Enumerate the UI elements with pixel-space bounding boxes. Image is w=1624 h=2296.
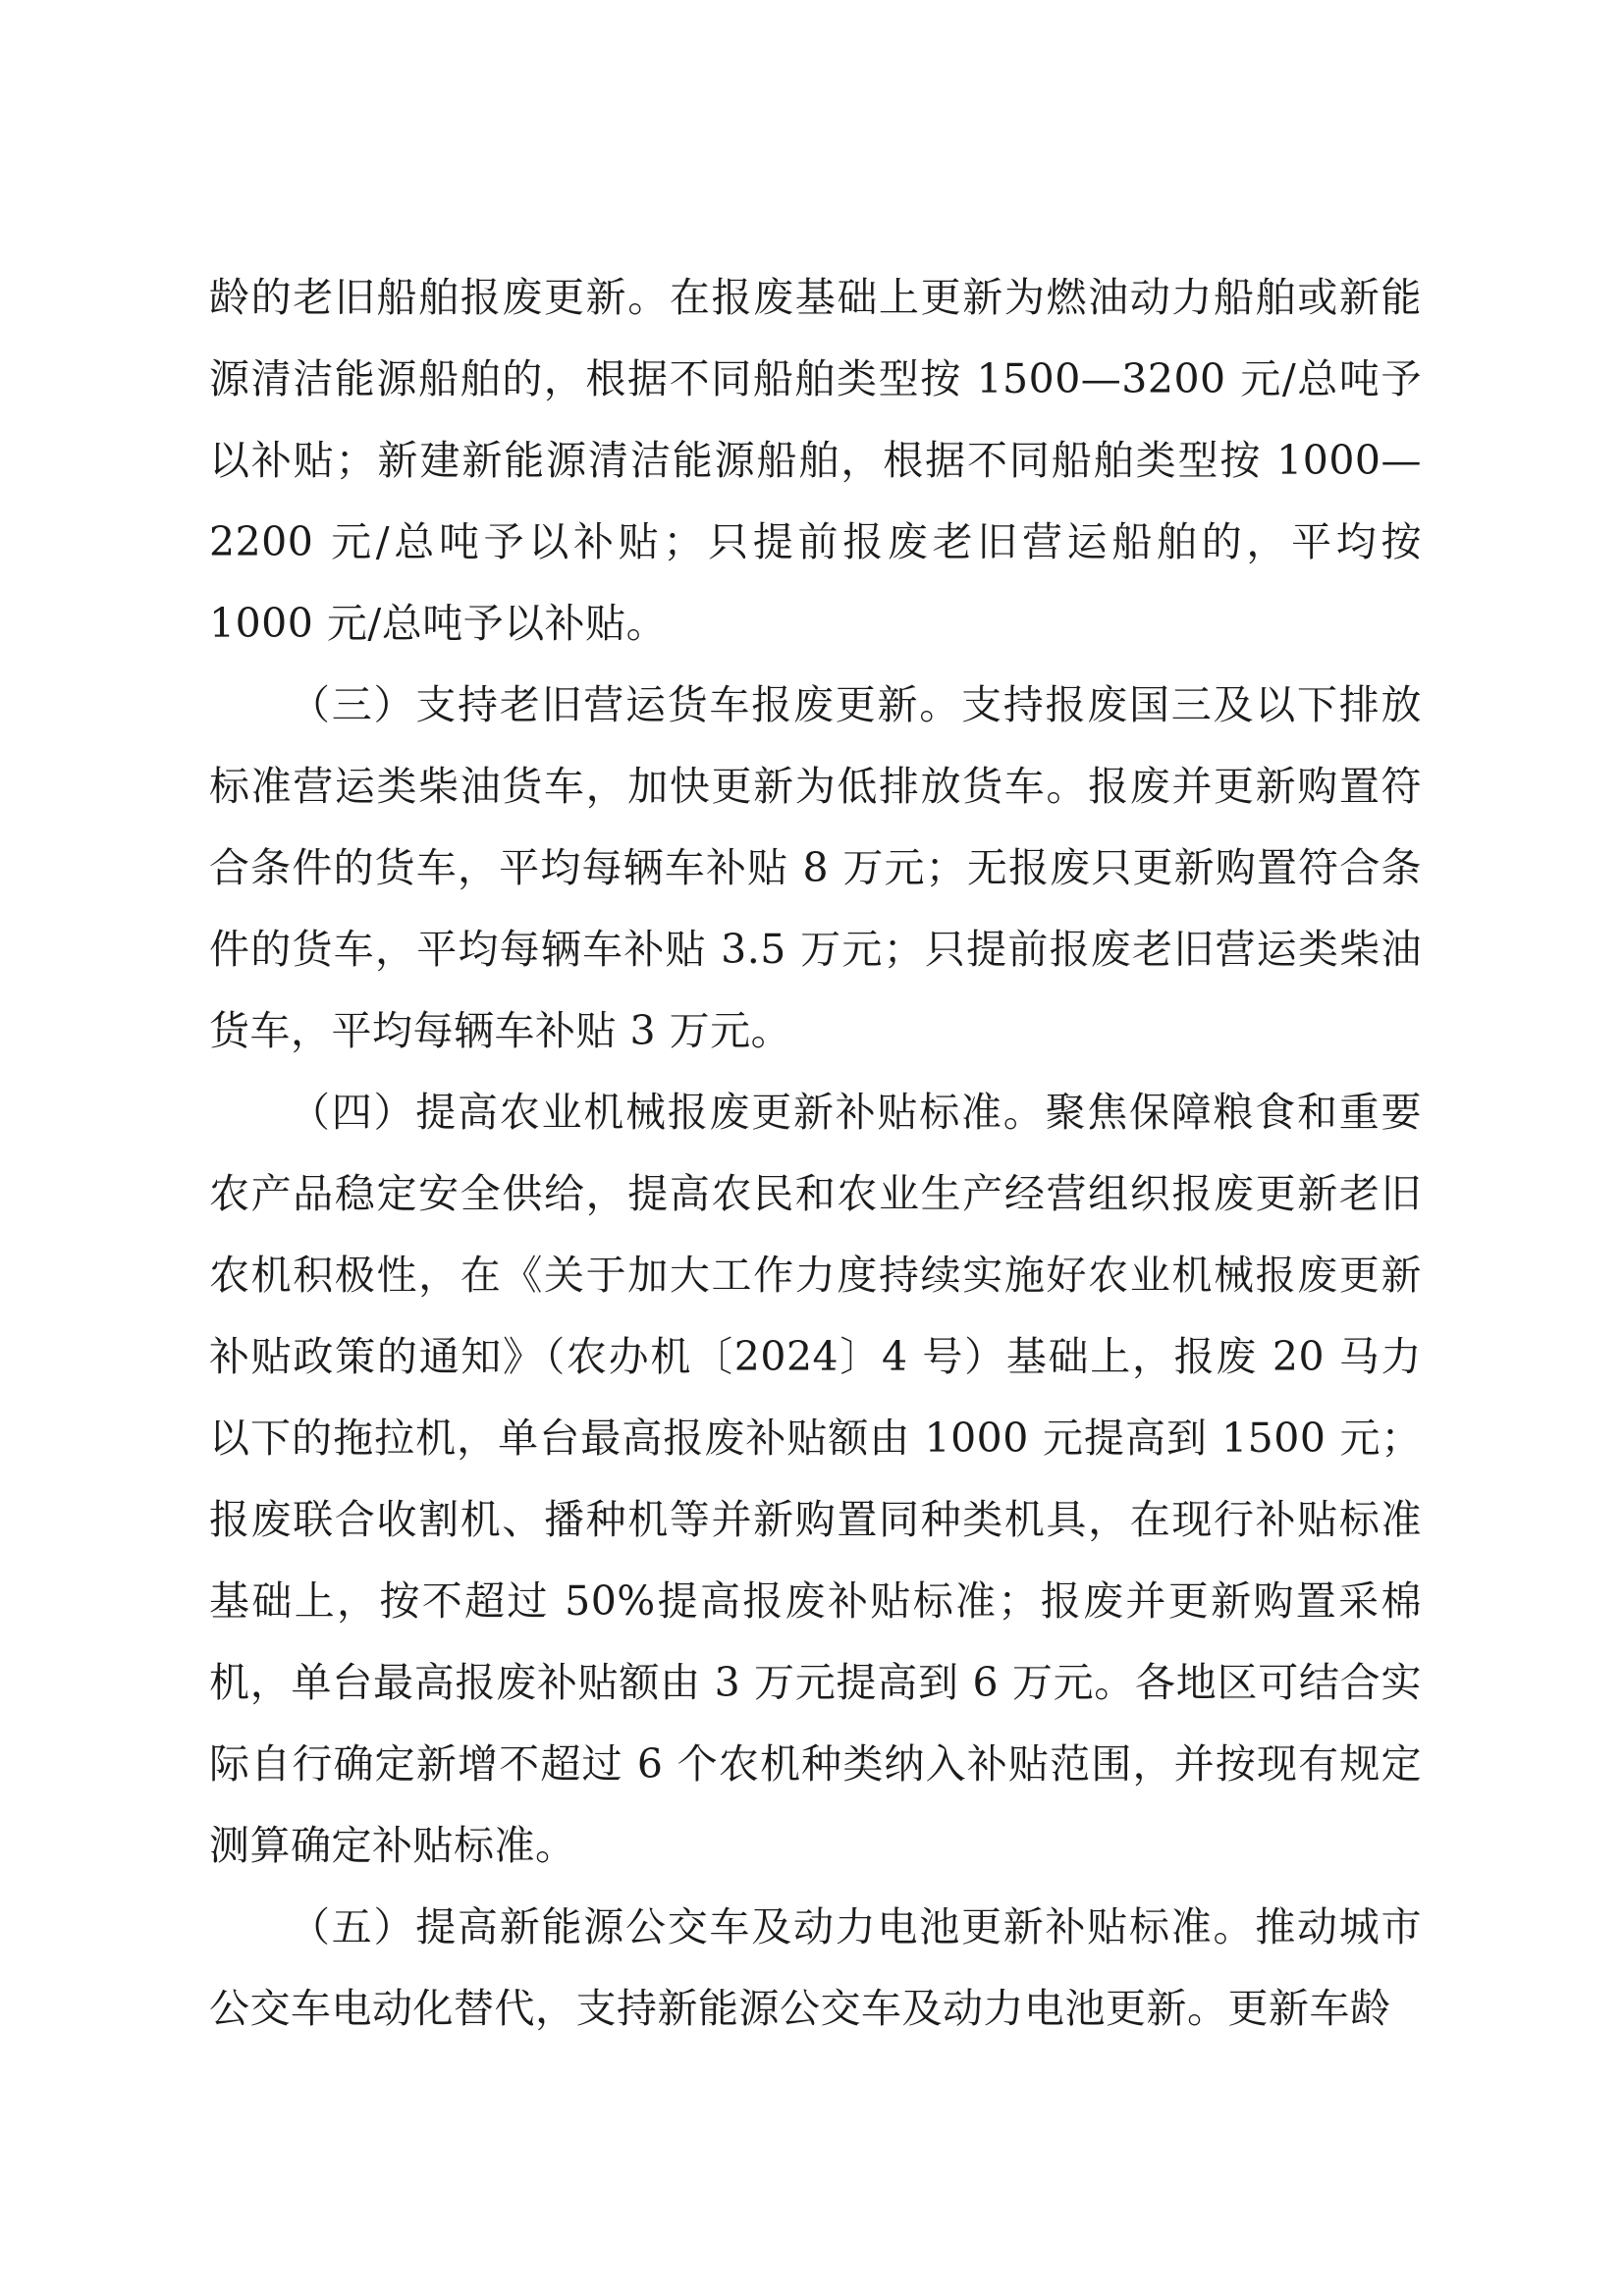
paragraph-item-five-new-energy-buses: （五）提高新能源公交车及动力电池更新补贴标准。推动城市公交车电动化替代，支持新能源公交车及动力电池更新。更新车龄 <box>209 1903 1422 2032</box>
paragraph-item-four-agricultural-machinery: （四）提高农业机械报废更新补贴标准。聚焦保障粮食和重要农产品稳定安全供给，提高农民和农业生产经营组织报废更新老旧农机积极性，在《关于加大工作力度持续实施好农业机械报废更新补贴政策的通知》（农办机〔2024〕4 号）基础上，报废 20 马力以下的拖拉机，单台最高报废补贴额由 1000 元提高到 1500 元；报废联合收割机、播种机等并新购置同种类机具，在现行补贴标准基础上，按不超过 50%提高报废补贴标准；报废并更新购置采棉机，单台最高报废补贴额由 3 万元提高到 6 万元。各地区可结合实际自行确定新增不超过 6 个农机种类纳入补贴范围，并按现有规定测算确定补贴标准。 <box>209 1089 1422 1869</box>
paragraph-item-three-freight-trucks: （三）支持老旧营运货车报废更新。支持报废国三及以下排放标准营运类柴油货车，加快更新为低排放货车。报废并更新购置符合条件的货车，平均每辆车补贴 8 万元；无报废只更新购置符合条件的货车，平均每辆车补贴 3.5 万元；只提前报废老旧营运类柴油货车，平均每辆车补贴 3 万元。 <box>209 681 1422 1054</box>
page-text-body <box>209 257 1422 2050</box>
paragraph-ship-scrappage-continued: 龄的老旧船舶报废更新。在报废基础上更新为燃油动力船舶或新能源清洁能源船舶的，根据不同船舶类型按 1500—3200 元/总吨予以补贴；新建新能源清洁能源船舶，根据不同船舶类型按 1000—2200 元/总吨予以补贴；只提前报废老旧营运船舶的，平均按 1000 元/总吨予以补贴。 <box>209 274 1422 647</box>
